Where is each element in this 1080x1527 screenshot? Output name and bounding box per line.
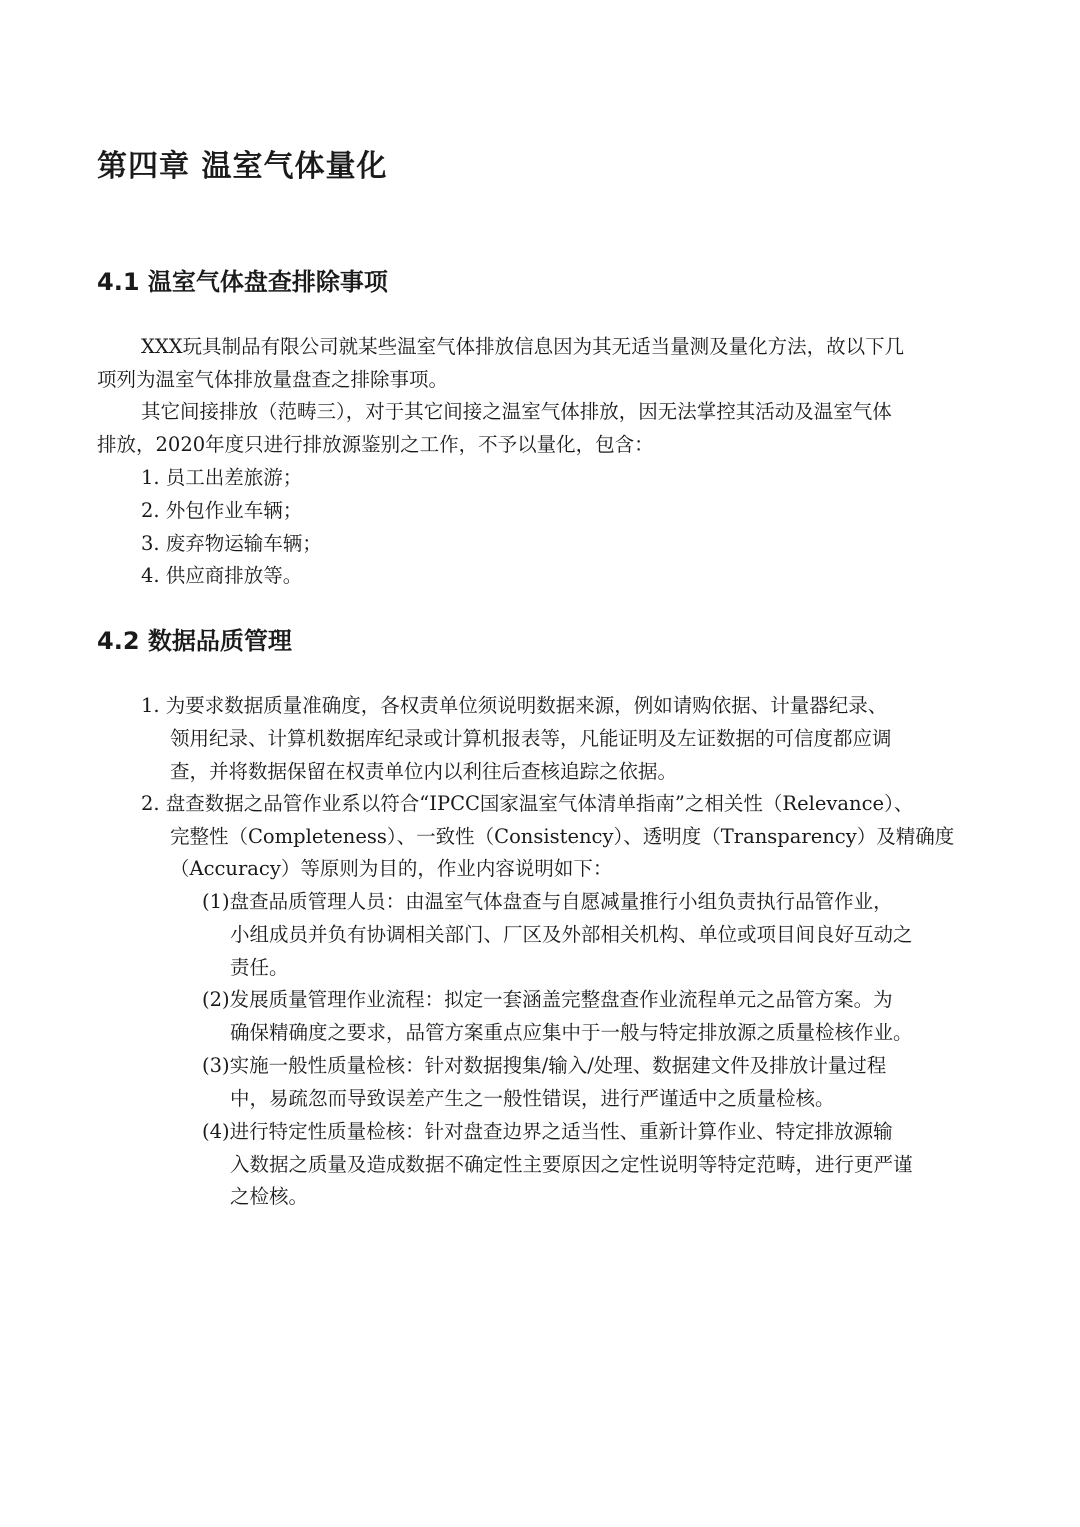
subitem2-line1: (2)发展质量管理作业流程：拟定一套涵盖完整盘查作业流程单元之品管方案。为 — [202, 988, 893, 1011]
item2-line3: （Accuracy）等原则为目的，作业内容说明如下： — [170, 857, 613, 880]
item2-line1: 2. 盘查数据之品管作业系以符合“IPCC国家温室气体清单指南”之相关性（Relevance）、 — [141, 792, 914, 815]
item1-line1: 1. 为要求数据质量准确度，各权责单位须说明数据来源，例如请购依据、计量器纪录、 — [141, 694, 888, 717]
list-item: 4. 供应商排放等。 — [141, 564, 303, 587]
subitem4-line3: 之检核。 — [230, 1185, 309, 1208]
section1-paragraph2-line1: 其它间接排放（范畴三），对于其它间接之温室气体排放，因无法掌控其活动及温室气体 — [141, 400, 892, 423]
item2-line2: 完整性（Completeness）、一致性（Consistency）、透明度（Transparency）及精确度 — [170, 825, 955, 848]
subitem1-line2: 小组成员并负有协调相关部门、厂区及外部相关机构、单位或项目间良好互动之 — [230, 923, 913, 946]
list-item: 2. 外包作业车辆； — [141, 499, 303, 522]
subitem3-line1: (3)实施一般性质量检核：针对数据搜集/输入/处理、数据建文件及排放计量过程 — [202, 1054, 887, 1077]
section1-paragraph2-line2: 排放，2020年度只进行排放源鉴别之工作，不予以量化，包含： — [97, 433, 654, 456]
subitem1-line1: (1)盘查品质管理人员：由温室气体盘查与自愿减量推行小组负责执行品管作业， — [202, 890, 893, 913]
section-title-4-1: 4.1 温室气体盘查排除事项 — [97, 268, 388, 296]
list-item: 3. 废弃物运输车辆； — [141, 532, 322, 555]
subitem3-line2: 中，易疏忽而导致误差产生之一般性错误，进行严谨适中之质量检核。 — [230, 1087, 835, 1110]
subitem4-line2: 入数据之质量及造成数据不确定性主要原因之定性说明等特定范畴，进行更严谨 — [230, 1153, 913, 1176]
chapter-title: 第四章 温室气体量化 — [97, 149, 388, 184]
item1-line3: 查，并将数据保留在权责单位内以利往后查核追踪之依据。 — [170, 760, 678, 783]
list-item: 1. 员工出差旅游； — [141, 466, 303, 489]
section1-paragraph1-line1: XXX玩具制品有限公司就某些温室气体排放信息因为其无适当量测及量化方法，故以下几 — [141, 335, 905, 358]
subitem1-line3: 责任。 — [230, 956, 289, 979]
subitem4-line1: (4)进行特定性质量检核：针对盘查边界之适当性、重新计算作业、特定排放源输 — [202, 1120, 893, 1143]
section1-paragraph1-line2: 项列为温室气体排放量盘查之排除事项。 — [97, 368, 449, 391]
subitem2-line2: 确保精确度之要求，品管方案重点应集中于一般与特定排放源之质量检核作业。 — [230, 1021, 913, 1044]
section-title-4-2: 4.2 数据品质管理 — [97, 627, 292, 655]
item1-line2: 领用纪录、计算机数据库纪录或计算机报表等，凡能证明及左证数据的可信度都应调 — [170, 727, 892, 750]
